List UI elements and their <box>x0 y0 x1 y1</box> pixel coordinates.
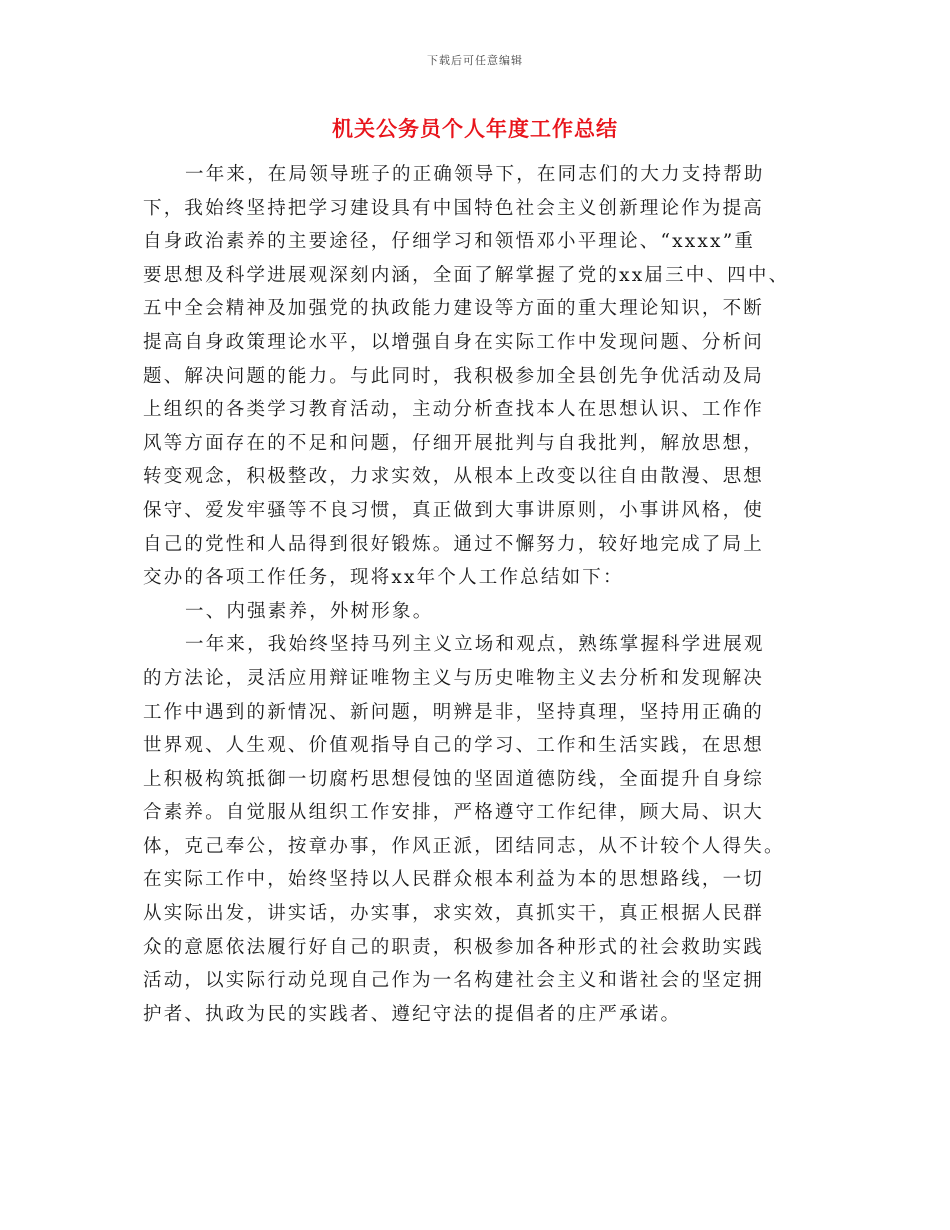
body-line: 活动，以实际行动兑现自己作为一名构建社会主义和谐社会的坚定拥 <box>143 970 765 992</box>
body-line: 转变观念，积极整改，力求实效，从根本上改变以往自由散漫、思想 <box>143 466 765 488</box>
body-line: 众的意愿依法履行好自己的职责，积极参加各种形式的社会救助实践 <box>143 936 765 958</box>
body-line: 上组织的各类学习教育活动，主动分析查找本人在思想认识、工作作 <box>143 399 765 421</box>
body-line: 一、内强素养，外树形象。 <box>185 600 434 622</box>
body-line: 题、解决问题的能力。与此同时，我积极参加全县创先争优活动及局 <box>143 365 765 387</box>
body-line: 世界观、人生观、价值观指导自己的学习、工作和生活实践，在思想 <box>143 735 765 757</box>
body-line: 保守、爱发牢骚等不良习惯，真正做到大事讲原则，小事讲风格，使 <box>143 499 765 521</box>
page-header-note: 下载后可任意编辑 <box>427 54 523 67</box>
body-line: 一年来，在局领导班子的正确领导下，在同志们的大力支持帮助 <box>185 164 765 185</box>
body-line: 体，克己奉公，按章办事，作风正派，团结同志，从不计较个人得失。 <box>143 835 785 857</box>
body-line: 工作中遇到的新情况、新问题，明辨是非，坚持真理，坚持用正确的 <box>143 701 765 723</box>
body-line: 风等方面存在的不足和问题，仔细开展批判与自我批判，解放思想， <box>143 432 765 454</box>
body-line: 要思想及科学进展观深刻内涵，全面了解掌握了党的xx届三中、四中、 <box>143 264 790 286</box>
document-title: 机关公务员个人年度工作总结 <box>332 116 618 141</box>
body-line: 自身政治素养的主要途径，仔细学习和领悟邓小平理论、“xxxx”重 <box>143 231 756 253</box>
body-line: 的方法论，灵活应用辩证唯物主义与历史唯物主义去分析和发现解决 <box>143 667 765 689</box>
document-body <box>143 158 863 1031</box>
body-line: 下，我始终坚持把学习建设具有中国特色社会主义创新理论作为提高 <box>143 197 765 219</box>
body-line: 交办的各项工作任务，现将xx年个人工作总结如下： <box>143 567 624 589</box>
body-line: 护者、执政为民的实践者、遵纪守法的提倡者的庄严承诺。 <box>143 1003 682 1025</box>
body-line: 在实际工作中，始终坚持以人民群众根本利益为本的思想路线，一切 <box>143 869 765 891</box>
body-line: 从实际出发，讲实话，办实事，求实效，真抓实干，真正根据人民群 <box>143 903 765 925</box>
body-line: 一年来，我始终坚持马列主义立场和观点，熟练掌握科学进展观 <box>185 634 765 656</box>
body-line: 提高自身政策理论水平，以增强自身在实际工作中发现问题、分析问 <box>143 331 765 353</box>
body-line: 自己的党性和人品得到很好锻炼。通过不懈努力，较好地完成了局上 <box>143 533 765 555</box>
body-line: 上积极构筑抵御一切腐朽思想侵蚀的坚固道德防线，全面提升自身综 <box>143 768 765 790</box>
body-line: 五中全会精神及加强党的执政能力建设等方面的重大理论知识，不断 <box>143 298 765 320</box>
body-line: 合素养。自觉服从组织工作安排，严格遵守工作纪律，顾大局、识大 <box>143 802 765 824</box>
